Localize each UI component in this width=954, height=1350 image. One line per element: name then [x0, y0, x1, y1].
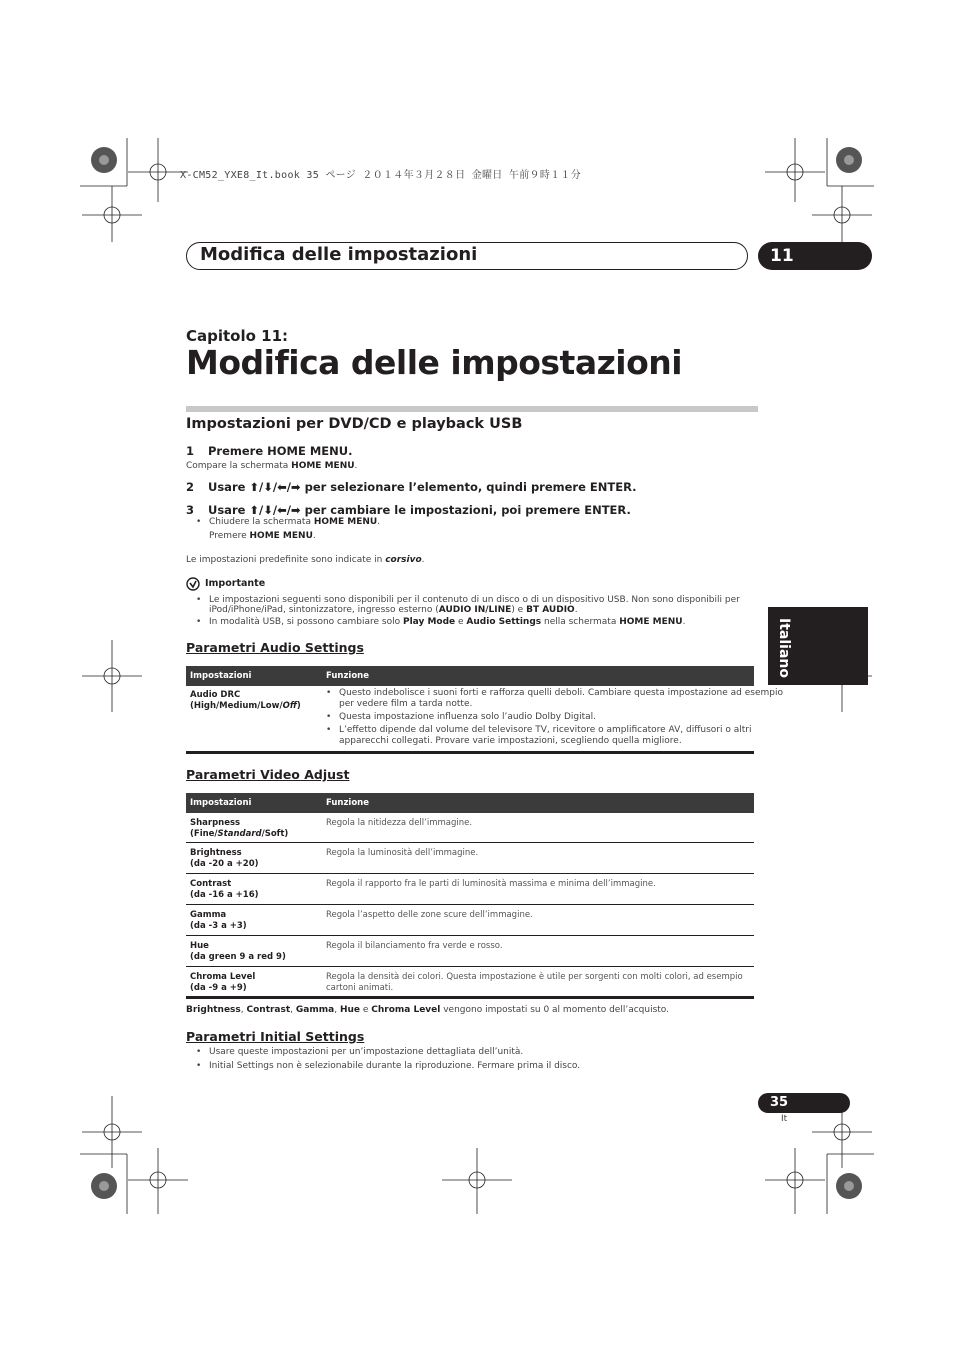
note-bold: HOME MENU: [291, 461, 355, 471]
setting-range: (da -16 a +16): [190, 890, 259, 900]
note-text: e: [359, 1005, 372, 1015]
function-text: apparecchi collegati. Provare varie impostazioni, scegliendo quella migliore.: [339, 736, 682, 746]
table-row: [186, 967, 754, 996]
audio-settings-table: [186, 666, 783, 754]
note-text: Compare la schermata: [186, 461, 292, 471]
option-default: Standard: [217, 829, 262, 839]
step-text: Premere HOME MENU.: [208, 444, 353, 458]
note-bold: Contrast: [246, 1005, 291, 1015]
setting-name: [190, 879, 259, 901]
important-icon: [186, 577, 200, 591]
important-bullet-1: • Le impostazioni seguenti sono disponibili per il contenuto di un disco o di un dispositivo USB. Non sono disponibili per: [209, 595, 740, 605]
language-side-label: [770, 618, 796, 678]
table-row: [186, 686, 783, 751]
step-3-subnote: [209, 531, 316, 541]
section-title: Impostazioni per DVD/CD e playback USB: [186, 416, 523, 432]
step-1: [186, 444, 353, 458]
note-bold: AUDIO IN/LINE: [438, 605, 512, 615]
initial-bullet-2: • Initial Settings non è selezionabile durante la riproduzione. Fermare prima il disco.: [209, 1061, 580, 1071]
function-line: Regola la densità dei colori. Questa impostazione è utile per sorgenti con molti colori, ad esempio: [326, 972, 743, 982]
setting-label: Audio DRC: [190, 690, 241, 700]
video-adjust-title: Parametri Video Adjust: [186, 767, 350, 782]
table-row: [186, 936, 754, 967]
note-bold: Brightness: [186, 1005, 241, 1015]
initial-bullet-1: • Usare queste impostazioni per un’impostazione dettagliata dell’unità.: [209, 1047, 523, 1057]
table-row: [186, 874, 754, 905]
column-header: Funzione: [326, 798, 370, 808]
step-number: 3: [186, 503, 195, 517]
setting-options: [190, 701, 301, 712]
step-1-note: [186, 461, 357, 471]
setting-range: (da -3 a +3): [190, 921, 247, 931]
bullet-text: nella schermata: [541, 617, 620, 627]
option-text: (High/Medium/Low/: [190, 701, 283, 711]
option-text: (Fine/: [190, 829, 218, 839]
setting-label: Sharpness: [190, 818, 241, 828]
note-bold: Hue: [339, 1005, 360, 1015]
note-text: .: [354, 461, 358, 471]
arrow-keys-icon: ⬆/⬇/⬅/➡: [249, 480, 301, 494]
table-row: [186, 905, 754, 936]
note-text: Le impostazioni predefinite sono indicate in: [186, 555, 386, 565]
chapter-label: Capitolo 11:: [186, 327, 289, 345]
bullet-bold: HOME MENU: [619, 617, 683, 627]
bullet-text: .: [682, 617, 686, 627]
important-bullet-2: [209, 617, 685, 627]
note-text: .: [312, 531, 316, 541]
note-bold: Gamma: [295, 1005, 335, 1015]
setting-options: [190, 829, 288, 840]
setting-label: Contrast: [190, 879, 232, 889]
table-header: [186, 793, 754, 813]
defaults-note: [186, 555, 425, 565]
function-text: [326, 972, 743, 994]
setting-name: [190, 690, 301, 712]
step-number: 1: [186, 444, 195, 458]
step-text: Usare: [208, 480, 250, 494]
note-bold: HOME MENU: [249, 531, 313, 541]
setting-name: [190, 972, 255, 994]
important-bullet-1-cont: [209, 605, 578, 615]
note-text: .: [421, 555, 425, 565]
video-defaults-note: [186, 1005, 669, 1015]
step-3: [186, 503, 631, 517]
table-end-rule: [186, 751, 754, 754]
note-text: Premere: [209, 531, 250, 541]
function-bullet: • L’effetto dipende dal volume del televisore TV, ricevitore o amplificatore AV, diffusori o altri: [339, 725, 751, 735]
function-text: Regola il bilanciamento fra verde e rosso.: [326, 941, 503, 951]
function-bullet: • Questa impostazione influenza solo l’audio Dolby Digital.: [339, 712, 596, 722]
print-header: X-CM52_YXE8_It.book 35 ページ ２０１４年３月２８日 金曜日 午前９時１１分: [180, 170, 582, 181]
setting-label: Brightness: [190, 848, 242, 858]
function-text: Regola l’aspetto delle zone scure dell’immagine.: [326, 910, 533, 920]
column-header: Impostazioni: [190, 671, 252, 681]
bullet-bold: HOME MENU: [313, 517, 378, 527]
note-text: ,: [290, 1005, 296, 1015]
chapter-number-badge: 11: [758, 242, 872, 270]
note-text: ) e: [511, 605, 527, 615]
note-text: iPod/iPhone/iPad, sintonizzatore, ingresso esterno (: [209, 605, 439, 615]
step-text: Usare: [208, 503, 250, 517]
page-title: Modifica delle impostazioni: [186, 343, 683, 382]
side-tab-text: Italiano: [776, 618, 792, 678]
function-line: cartoni animati.: [326, 983, 394, 993]
note-bold: BT AUDIO: [526, 605, 575, 615]
setting-name: [190, 941, 286, 963]
function-text: Regola la nitidezza dell’immagine.: [326, 818, 473, 828]
step-2: [186, 480, 637, 494]
step-text: per cambiare le impostazioni, poi premere ENTER.: [300, 503, 631, 517]
note-bold-italic: corsivo: [385, 555, 422, 565]
bullet-bold: Play Mode: [402, 617, 456, 627]
bullet-bold: Audio Settings: [466, 617, 542, 627]
column-header: Impostazioni: [190, 798, 252, 808]
table-header: [186, 666, 754, 686]
chapter-bar-title: Modifica delle impostazioni: [200, 244, 478, 265]
setting-range: (da -9 a +9): [190, 983, 247, 993]
audio-settings-title: Parametri Audio Settings: [186, 640, 364, 655]
setting-range: (da green 9 a red 9): [190, 952, 286, 962]
table-row: [186, 813, 754, 843]
function-text: Regola il rapporto fra le parti di luminosità massima e minima dell’immagine.: [326, 879, 656, 889]
note-text: ,: [240, 1005, 247, 1015]
bullet-text: .: [377, 517, 381, 527]
page-language: It: [781, 1114, 788, 1124]
note-text: ,: [334, 1005, 340, 1015]
option-text: /Soft): [261, 829, 289, 839]
section-rule: [186, 406, 758, 412]
note-text: .: [574, 605, 578, 615]
step-number: 2: [186, 480, 195, 494]
bullet-text: Chiudere la schermata: [209, 517, 314, 527]
step-text: per selezionare l’elemento, quindi premere ENTER.: [300, 480, 637, 494]
function-text: per vedere film a tarda notte.: [339, 699, 473, 709]
note-text: vengono impostati su 0 al momento dell’acquisto.: [440, 1005, 670, 1015]
bullet-text: e: [455, 617, 467, 627]
video-adjust-table: [186, 793, 754, 999]
setting-range: (da -20 a +20): [190, 859, 259, 869]
setting-label: Gamma: [190, 910, 227, 920]
function-text: Regola la luminosità dell’immagine.: [326, 848, 479, 858]
important-title: Importante: [205, 578, 266, 589]
column-header: Funzione: [326, 671, 370, 681]
note-bold: Chroma Level: [371, 1005, 441, 1015]
table-end-rule: [186, 996, 754, 999]
setting-label: Chroma Level: [190, 972, 256, 982]
page-number: 35: [758, 1093, 850, 1113]
option-text: ): [296, 701, 301, 711]
bullet-text: In modalità USB, si possono cambiare solo: [209, 617, 403, 627]
arrow-keys-icon: ⬆/⬇/⬅/➡: [249, 503, 301, 517]
initial-settings-title: Parametri Initial Settings: [186, 1029, 365, 1044]
function-bullet: • Questo indebolisce i suoni forti e rafforza quelli deboli. Cambiare questa impostazione ad esempio: [339, 688, 783, 698]
setting-name: [190, 848, 259, 870]
table-row: [186, 843, 754, 874]
setting-label: Hue: [190, 941, 209, 951]
step-3-bullet: [209, 517, 380, 527]
option-default: Off: [282, 701, 297, 711]
setting-name: [190, 910, 247, 932]
setting-name: [190, 818, 288, 840]
